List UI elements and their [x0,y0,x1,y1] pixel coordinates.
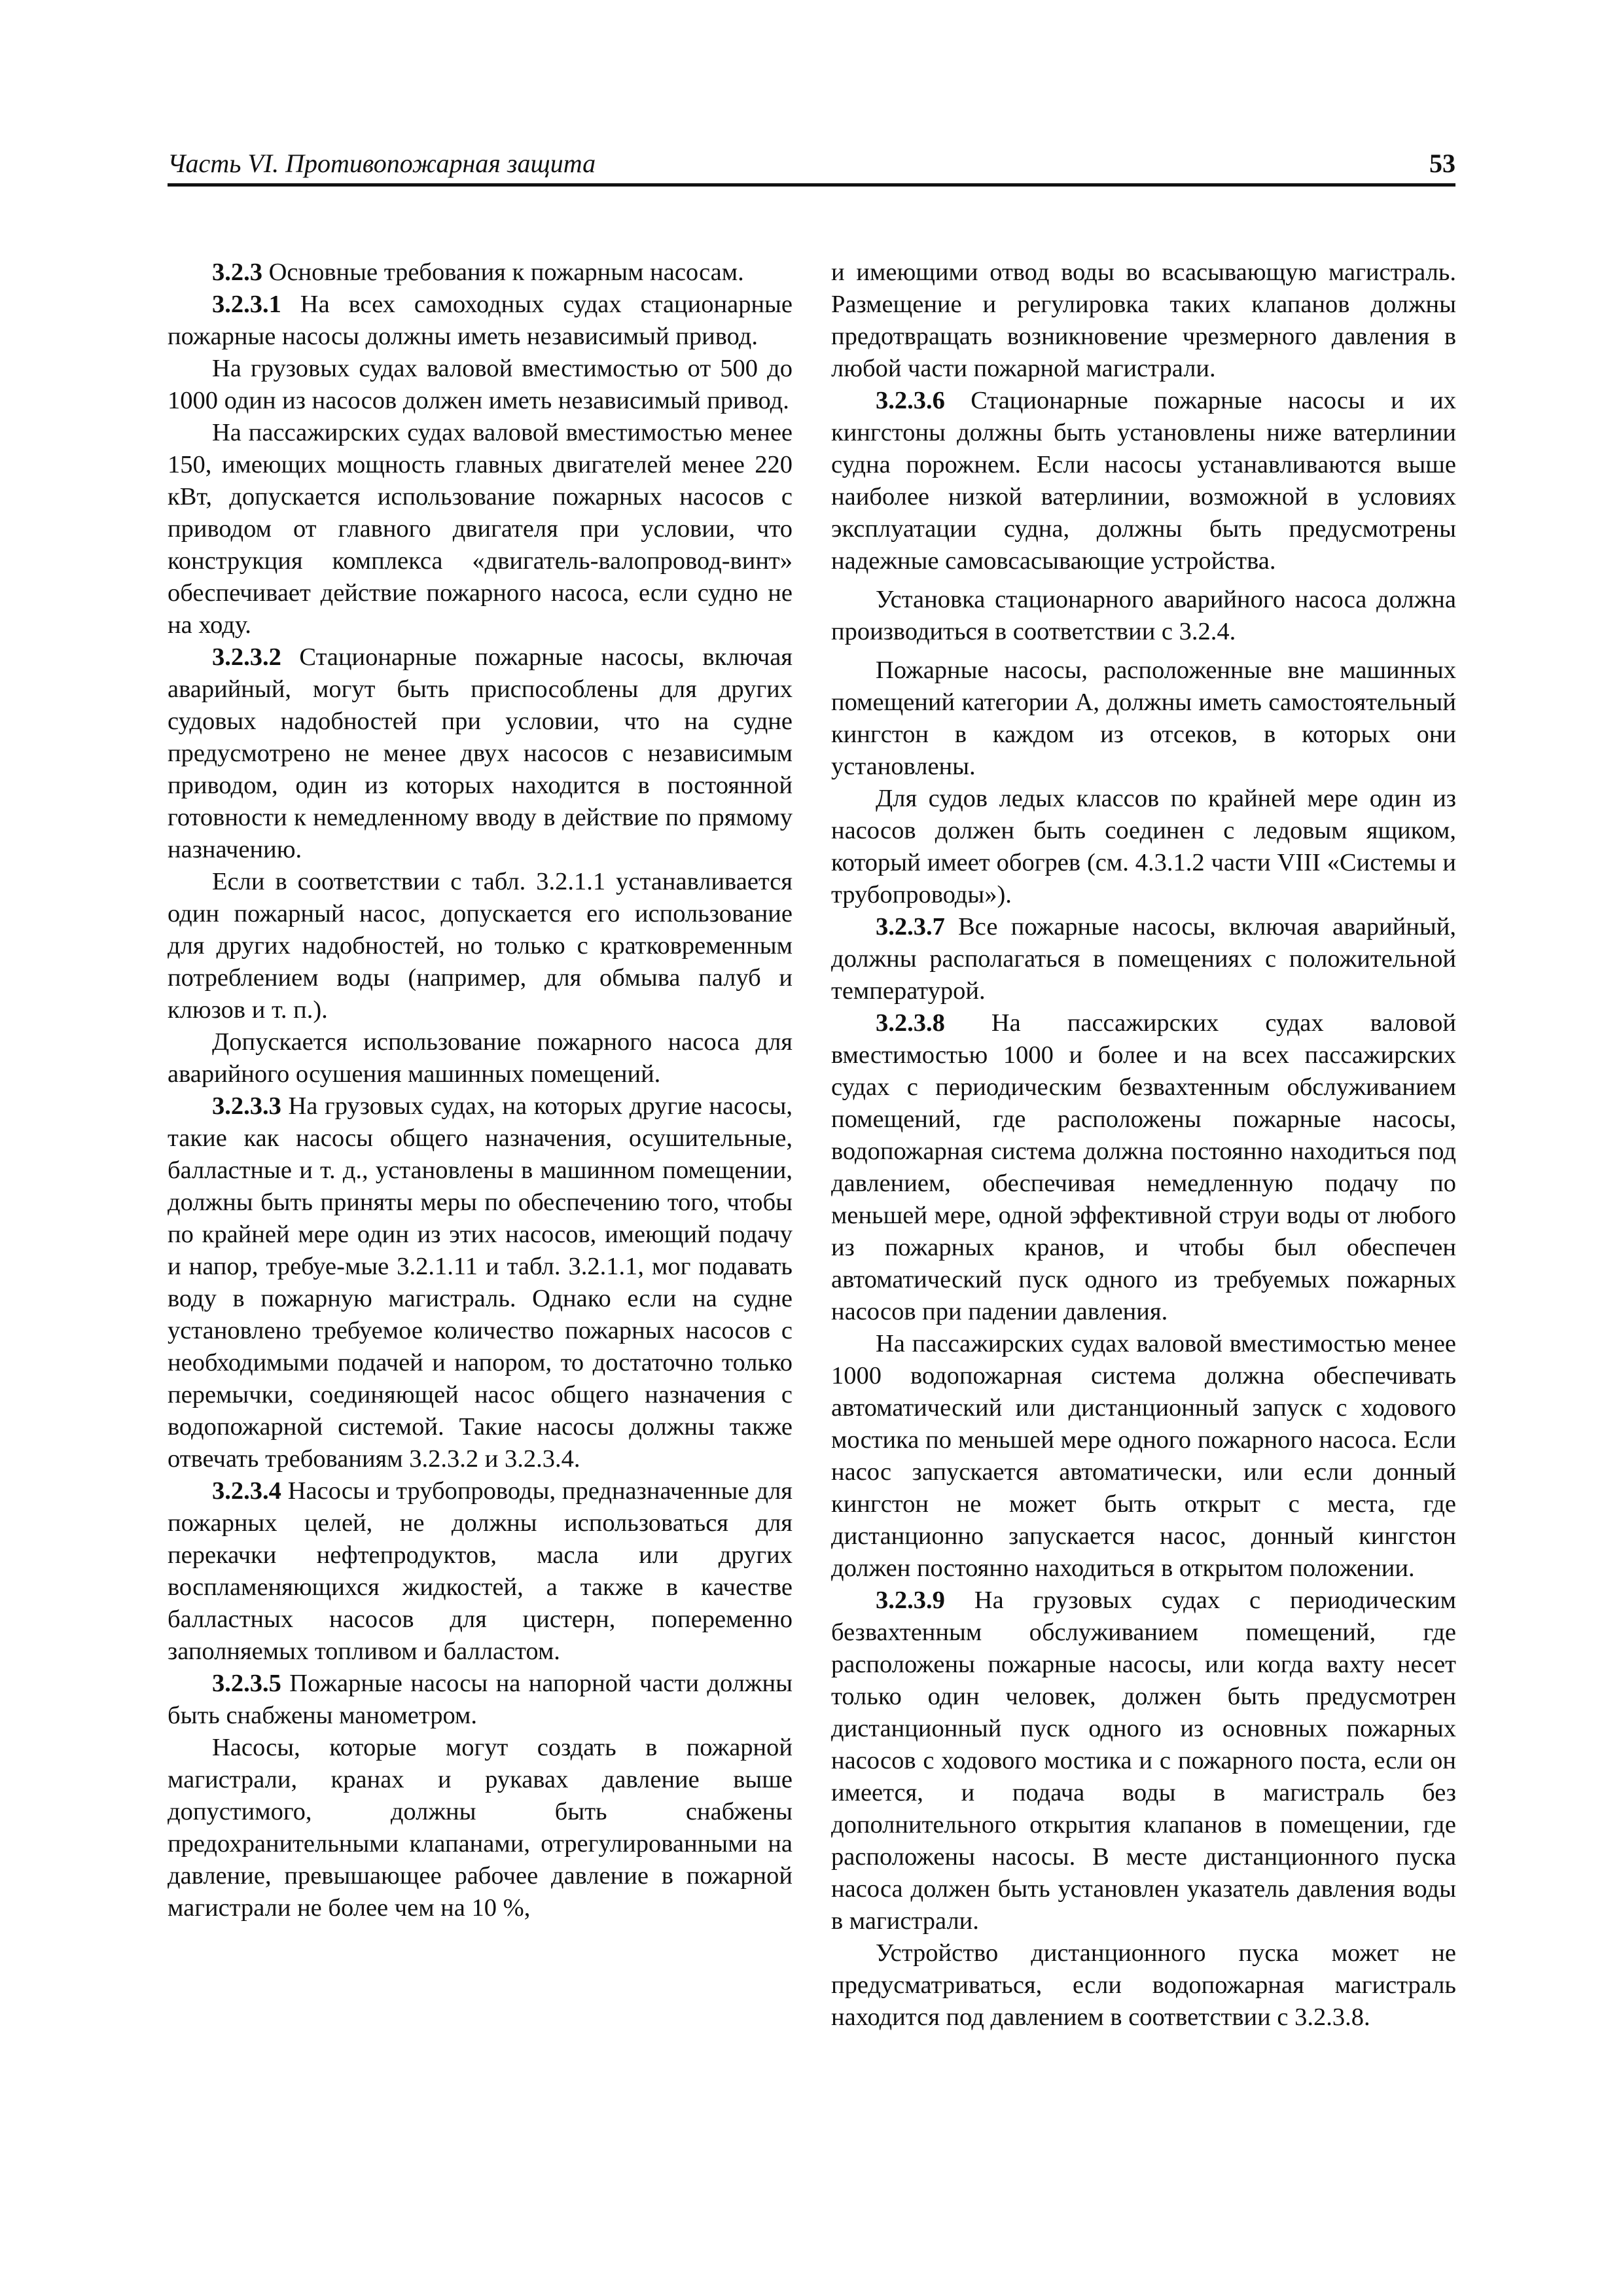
paragraph-text: Основные требования к пожарным насосам. [262,259,744,286]
paragraph-text: На пассажирских судах валовой вместимостью менее 1000 водопожарная система должна обеспечивать автоматический или дистанционный запуск с ходового мостика по меньшей мере одного пожарного насоса. Если насос запускается автоматически, или если донный кингстон не может быть открыт с места, где дистанционно запускается насос, донный кингстон должен постоянно находиться в открытом положении. [831,1330,1456,1582]
paragraph [831,655,1456,783]
running-header [168,137,1455,187]
paragraph-text: Допускается использование пожарного насоса для аварийного осушения машинных помещений. [168,1028,793,1088]
section-number: 3.2.3.5 [212,1670,281,1697]
paragraph [168,1732,793,1924]
paragraph [831,911,1456,1007]
paragraph [168,417,793,641]
paragraph-text: Стационарные пожарные насосы и их кингстоны должны быть установлены ниже ватерлинии судна порожнем. Если насосы устанавливаются выше наиболее низкой ватерлинии, возможной в условиях эксплуатации судна, должны быть предусмотрены надежные самовсасывающие устройства. [831,387,1456,575]
section-number: 3.2.3.2 [212,643,281,671]
paragraph [168,1668,793,1732]
paragraph-text: Для судов ледых классов по крайней мере один из насосов должен быть соединен с ледовым ящиком, который имеет обогрев (см. 4.3.1.2 части VIII «Системы и трубопроводы»). [831,785,1456,908]
paragraph [168,1090,793,1475]
paragraph [831,584,1456,648]
paragraph-text: На грузовых судах с периодическим безвахтенным обслуживанием помещений, где расположены пожарные насосы, или когда вахту несет только один человек, должен быть предусмотрен дистанционный пуск одного из основных пожарных насосов с ходового мостика и с пожарного поста, если он имеется, и подача воды в магистраль без дополнительного открытия клапанов в помещении, где расположены насосы. В месте дистанционного пуска насоса должен быть установлен указатель давления воды в магистрали. [831,1587,1456,1935]
paragraph-text: На пассажирских судах валовой вместимостью 1000 и более и на всех пассажирских судах с периодическим безвахтенным обслуживанием помещений, где расположены пожарные насосы, водопожарная система должна постоянно находиться под давлением, обеспечивая немедленную подачу по меньшей мере, одной эффективной струи воды от любого из пожарных кранов, и чтобы был обеспечен автоматический пуск одного из требуемых пожарных насосов при падении давления. [831,1009,1456,1325]
paragraph-text: На всех самоходных судах стационарные пожарные насосы должны иметь независимый привод. [168,291,793,350]
section-number: 3.2.3.9 [876,1587,945,1614]
paragraph [168,257,793,289]
paragraph-text: и имеющими отвод воды во всасывающую магистраль. Размещение и регулировка таких клапанов должны предотвращать возникновение чрезмерного давления в любой части пожарной магистрали. [831,259,1456,382]
page-number: 53 [1429,149,1455,178]
section-number: 3.2.3.8 [876,1009,945,1037]
paragraph-text: Насосы, которые могут создать в пожарной магистрали, кранах и рукавах давление выше допустимого, должны быть снабжены предохранительными клапанами, отрегулированными на давление, превышающее рабочее давление в пожарной магистрали не более чем на 10 %, [168,1734,793,1922]
paragraph-text: Установка стационарного аварийного насоса должна производиться в соответствии с 3.2.4. [831,586,1456,645]
paragraph [168,289,793,353]
paragraph [168,641,793,866]
paragraph-text: Устройство дистанционного пуска может не предусматриваться, если водопожарная магистраль находится под давлением в соответствии с 3.2.3.8. [831,1939,1456,2031]
paragraph-text: На пассажирских судах валовой вместимостью менее 150, имеющих мощность главных двигателей менее 220 кВт, допускается использование пожарных насосов с приводом от главного двигателя при условии, что конструкция комплекса «двигатель-валопровод-винт» обеспечивает действие пожарного насоса, если судно не на ходу. [168,419,793,639]
paragraph [831,1007,1456,1328]
section-number: 3.2.3.4 [212,1477,281,1505]
paragraph [831,385,1456,577]
paragraph [831,1585,1456,1937]
paragraph [831,257,1456,385]
paragraph-text: Насосы и трубопроводы, предназначенные для пожарных целей, не должны использоваться для перекачки нефтепродуктов, масла или других воспламеняющихся жидкостей, а также в качестве балластных насосов для цистерн, попеременно заполняемых топливом и балластом. [168,1477,793,1665]
left-column [168,257,793,1924]
paragraph [168,866,793,1026]
section-number: 3.2.3.1 [212,291,281,318]
paragraph-text: Пожарные насосы, расположенные вне машинных помещений категории А, должны иметь самостоятельный кингстон в каждом из отсеков, в которых они установлены. [831,656,1456,780]
paragraph [831,1328,1456,1585]
paragraph [168,1475,793,1668]
paragraph-text: На грузовых судах валовой вместимостью от 500 до 1000 один из насосов должен иметь независимый привод. [168,355,793,414]
paragraph-text: Все пожарные насосы, включая аварийный, должны располагаться в помещениях с положительной температурой. [831,913,1456,1005]
paragraph [168,353,793,417]
right-column [831,257,1456,2034]
section-number: 3.2.3.7 [876,913,945,941]
section-number: 3.2.3.6 [876,387,945,414]
paragraph-text: На грузовых судах, на которых другие насосы, такие как насосы общего назначения, осушительные, балластные и т. д., установлены в машинном помещении, должны быть приняты меры по обеспечению того, чтобы по крайней мере один из этих насосов, имеющий подачу и напор, требуе-мые 3.2.1.11 и табл. 3.2.1.1, мог подавать воду в пожарную магистраль. Однако если на судне установлено требуемое количество пожарных насосов с необходимыми подачей и напором, то достаточно только перемычки, соединяющей насос общего назначения с водопожарной системой. Такие насосы должны также отвечать требованиям 3.2.3.2 и 3.2.3.4. [168,1092,793,1473]
paragraph-text: Пожарные насосы на напорной части должны быть снабжены манометром. [168,1670,793,1729]
header-title: Часть VI. Противопожарная защита [168,149,596,178]
paragraph-text: Стационарные пожарные насосы, включая аварийный, могут быть приспособлены для других судовых надобностей при условии, что на судне предусмотрено не менее двух насосов с независимым приводом, один из которых находится в постоянной готовности к немедленному вводу в действие по прямому назначению. [168,643,793,863]
paragraph [168,1026,793,1090]
paragraph [831,1937,1456,2034]
section-number: 3.2.3.3 [212,1092,281,1120]
section-number: 3.2.3 [212,259,262,286]
paragraph-text: Если в соответствии с табл. 3.2.1.1 устанавливается один пожарный насос, допускается его использование для других надобностей, но только с кратковременным потреблением воды (например, для обмыва палуб и клюзов и т. п.). [168,868,793,1024]
paragraph [831,783,1456,911]
